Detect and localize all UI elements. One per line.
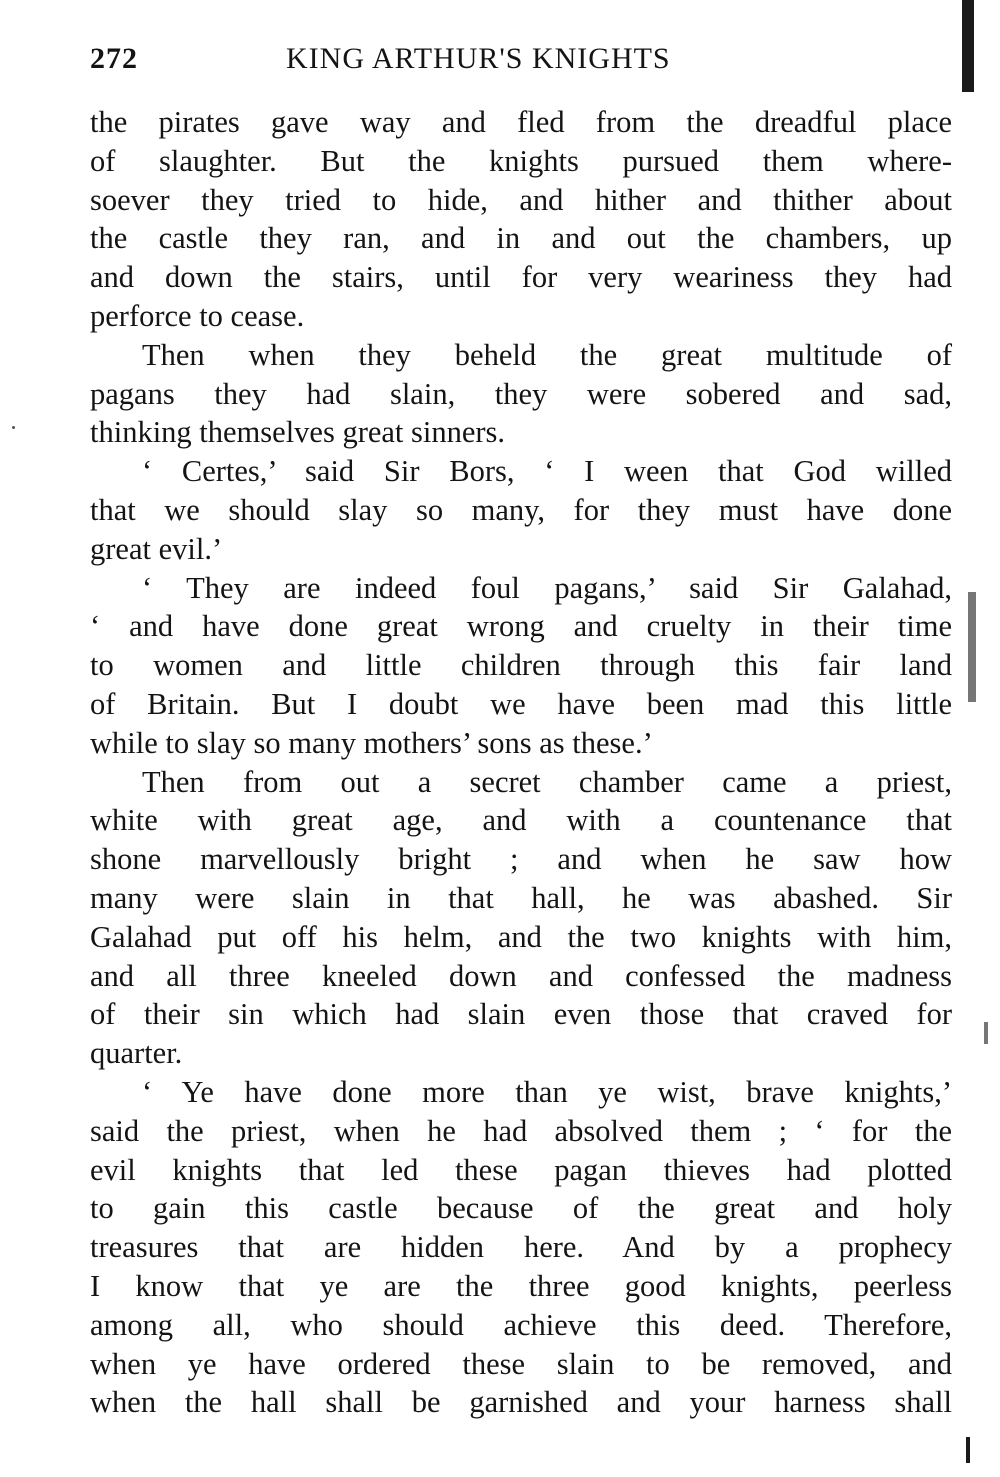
- text-line: Then from out a secret chamber came a priest,: [142, 764, 952, 799]
- text-line: great evil.’: [90, 531, 223, 566]
- text-line: that we should slay so many, for they must have done: [90, 492, 952, 527]
- text-line: soever they tried to hide, and hither and thither about: [90, 182, 952, 217]
- body-text: [90, 103, 952, 1422]
- text-line: quarter.: [90, 1036, 183, 1071]
- book-title: KING ARTHUR'S KNIGHTS: [286, 42, 671, 75]
- text-line: ‘ and have done great wrong and cruelty in their time: [90, 609, 952, 644]
- text-line: and all three kneeled down and confessed the madness: [90, 958, 952, 993]
- text-line: ‘ Ye have done more than ye wist, brave knights,’: [142, 1074, 952, 1109]
- text-line: evil knights that led these pagan thieves had plotted: [90, 1152, 952, 1187]
- text-line: shone marvellously bright ; and when he saw how: [90, 842, 952, 877]
- text-line: to women and little children through this fair land: [90, 648, 952, 683]
- text-line: ‘ Certes,’ said Sir Bors, ‘ I ween that God willed: [142, 454, 952, 489]
- page-number: 272: [90, 42, 138, 75]
- scan-edge-mark: [962, 0, 974, 92]
- text-line: I know that ye are the three good knights, peerless: [90, 1268, 952, 1303]
- text-line: among all, who should achieve this deed. Therefore,: [90, 1307, 952, 1342]
- text-line: when the hall shall be garnished and your harness shall: [90, 1385, 952, 1420]
- text-line: the castle they ran, and in and out the chambers, up: [90, 221, 952, 256]
- text-line: treasures that are hidden here. And by a prophecy: [90, 1230, 952, 1265]
- text-line: the pirates gave way and fled from the dreadful place: [90, 105, 952, 139]
- text-line: of Britain. But I doubt we have been mad this little: [90, 686, 952, 721]
- scan-edge-mark: [984, 1022, 988, 1044]
- text-line: white with great age, and with a countenance that: [90, 803, 952, 838]
- text-line: of their sin which had slain even those that craved for: [90, 997, 952, 1032]
- text-line: of slaughter. But the knights pursued them where-: [90, 143, 952, 178]
- text-line: when ye have ordered these slain to be removed, and: [90, 1346, 952, 1381]
- text-line: perforce to cease.: [90, 298, 305, 333]
- text-line: Galahad put off his helm, and the two knights with him,: [90, 919, 952, 954]
- text-line: while to slay so many mothers’ sons as these.’: [90, 725, 653, 760]
- text-line: pagans they had slain, they were sobered and sad,: [90, 376, 952, 411]
- text-line: and down the stairs, until for very weariness they had: [90, 260, 952, 295]
- scan-speck: [12, 426, 15, 429]
- text-line: ‘ They are indeed foul pagans,’ said Sir Galahad,: [142, 570, 952, 605]
- text-line: said the priest, when he had absolved them ; ‘ for the: [90, 1113, 952, 1148]
- text-line: Then when they beheld the great multitude of: [142, 337, 952, 372]
- scan-edge-mark: [966, 1437, 970, 1463]
- running-head: [90, 42, 960, 86]
- text-line: many were slain in that hall, he was abashed. Sir: [90, 880, 952, 915]
- text-line: to gain this castle because of the great and holy: [90, 1191, 952, 1226]
- scan-edge-mark: [968, 592, 976, 702]
- text-line: thinking themselves great sinners.: [90, 415, 506, 450]
